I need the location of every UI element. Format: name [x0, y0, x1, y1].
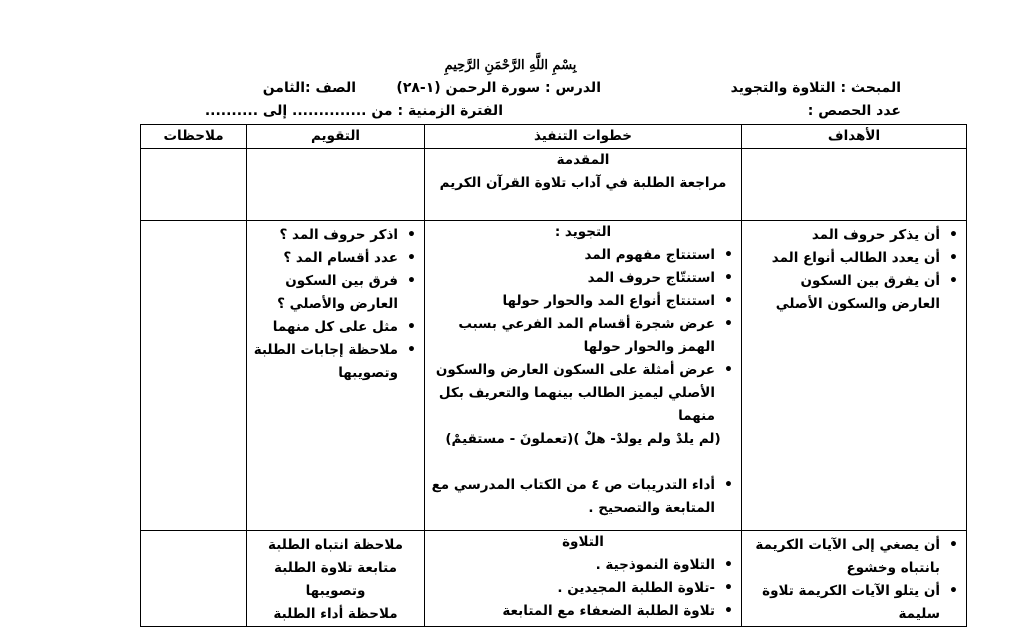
- tajweed-title: التجويد :: [554, 224, 612, 240]
- list-item: • أن يصغي إلى الآيات الكريمة بانتباه وخشوع: [748, 534, 960, 580]
- list-item: • ملاحظة إجابات الطلبة وتصويبها: [253, 339, 418, 385]
- intro-text: مراجعة الطلبة في آداب تلاوة القرآن الكريم: [439, 175, 727, 191]
- list-item: • مثل على كل منهما: [253, 316, 418, 339]
- list-item: • فرق بين السكون العارض والأصلي ؟: [253, 270, 418, 316]
- list-item: • أن يتلو الآيات الكريمة تلاوة سليمة: [748, 580, 960, 626]
- notes-cell: [141, 149, 247, 221]
- objectives-header: الأهداف: [742, 125, 967, 149]
- list-item: • عرض شجرة أقسام المد الفرعي بسبب الهمز والحوار حولها: [431, 313, 735, 359]
- evaluation-line: ملاحظة أداء الطلبة: [273, 606, 398, 622]
- lesson-plan-table: [140, 124, 967, 627]
- list-item: • أداء التدريبات ص ٤ من الكتاب المدرسي مع المتابعة والتصحيح .: [431, 474, 735, 520]
- objectives-cell: [742, 149, 967, 221]
- recitation-title: التلاوة: [562, 534, 604, 550]
- evaluation-cell: [247, 221, 425, 531]
- lesson-label: الدرس : سورة الرحمن (١-٢٨): [396, 80, 601, 96]
- notes-cell: [141, 221, 247, 531]
- notes-cell: [141, 531, 247, 627]
- steps-cell: [425, 531, 742, 627]
- notes-header: ملاحظات: [141, 125, 247, 149]
- evaluation-line: ملاحظة انتباه الطلبة: [268, 537, 403, 553]
- steps-cell: [425, 221, 742, 531]
- list-item: • اذكر حروف المد ؟: [253, 224, 418, 247]
- list-item: • استنتاج مفهوم المد: [431, 244, 735, 267]
- steps-header: خطوات التنفيذ: [425, 125, 742, 149]
- evaluation-line: متابعة تلاوة الطلبة وتصويبها: [274, 560, 397, 599]
- steps-cell: [425, 149, 742, 221]
- objectives-cell: [742, 531, 967, 627]
- bismillah-heading: بِسْمِ اللَّهِ الرَّحْمَنِ الرَّحِيمِ: [444, 58, 577, 73]
- intro-title: المقدمة: [556, 152, 610, 168]
- grade-label: الصف :الثامن: [262, 80, 356, 96]
- period-label: الفترة الزمنية : من .............. إلى ..........: [204, 103, 503, 119]
- table-header-row: [141, 125, 967, 149]
- table-row: [141, 531, 967, 627]
- table-row: [141, 149, 967, 221]
- evaluation-cell: [247, 531, 425, 627]
- list-item: • أن يعدد الطالب أنواع المد: [748, 247, 960, 270]
- example-text: (لم يلدْ ولم يولدْ- هلْ )(تعملونَ - مستقيمْ): [445, 431, 721, 447]
- list-item: • -تلاوة الطلبة المجيدين .: [431, 577, 735, 600]
- objectives-cell: [742, 221, 967, 531]
- table-row: [141, 221, 967, 531]
- evaluation-cell: [247, 149, 425, 221]
- sessions-label: عدد الحصص :: [807, 103, 901, 119]
- evaluation-header: التقويم: [247, 125, 425, 149]
- list-item: • استنتاج أنواع المد والحوار حولها: [431, 290, 735, 313]
- subject-label: المبحث : التلاوة والتجويد: [730, 80, 901, 96]
- list-item: • تلاوة الطلبة الضعفاء مع المتابعة: [431, 600, 735, 623]
- list-item: • التلاوة النموذجية .: [431, 554, 735, 577]
- list-item: • استنتّاج حروف المد: [431, 267, 735, 290]
- list-item: • عرض أمثلة على السكون العارض والسكون الأصلي ليميز الطالب بينهما والتعريف بكل منهما: [431, 359, 735, 428]
- list-item: • أن يفرق بين السكون العارض والسكون الأصلي: [748, 270, 960, 316]
- list-item: • عدد أقسام المد ؟: [253, 247, 418, 270]
- list-item: • أن يذكر حروف المد: [748, 224, 960, 247]
